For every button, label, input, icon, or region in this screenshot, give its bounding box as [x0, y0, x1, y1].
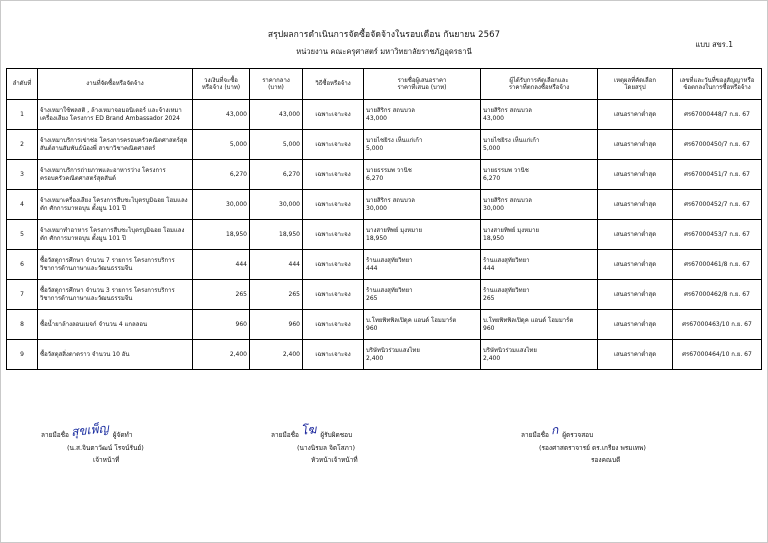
- cell-docref: ศร67000453/7 ก.ย. 67: [673, 220, 762, 250]
- cell-proposer-name: นายธรรมพ วานิช: [366, 167, 412, 174]
- cell-budget: 2,400: [193, 340, 250, 370]
- cell-selected: [481, 310, 598, 340]
- cell-reason: เสนอราคาต่ำสุด: [598, 280, 673, 310]
- cell-reason: เสนอราคาต่ำสุด: [598, 340, 673, 370]
- cell-no: 6: [7, 250, 38, 280]
- cell-selected-name: นายสิริกร สถนบวล: [483, 107, 532, 114]
- cell-proposer-name: นายสิริกร สถนบวล: [366, 107, 415, 114]
- cell-selected: [481, 130, 598, 160]
- header-reason-line1: เหตุผลที่คัดเลือก: [614, 76, 656, 84]
- cell-reason: เสนอราคาต่ำสุด: [598, 310, 673, 340]
- header-reason: [598, 69, 673, 100]
- header-budget-line1: วงเงินที่จะซื้อ: [204, 76, 238, 84]
- signature-position-responsible: หัวหน้าเจ้าหน้าที่: [311, 456, 358, 464]
- cell-method: เฉพาะเจาะจง: [303, 340, 364, 370]
- signature-mark-responsible: โฆ: [300, 422, 317, 438]
- procurement-table: [6, 68, 762, 370]
- cell-docref: ศร67000450/7 ก.ย. 67: [673, 130, 762, 160]
- header-method: วิธีซื้อหรือจ้าง: [303, 69, 364, 100]
- cell-selected: [481, 280, 598, 310]
- cell-method: เฉพาะเจาะจง: [303, 160, 364, 190]
- header-reason-line2: โดยสรุป: [624, 84, 646, 91]
- cell-selected-name: นายสิริกร สถนบวล: [483, 197, 532, 204]
- cell-work: จ้างเหมาใช้พลสติ , ล้างเหมาจอมอนิเตอร์ และจ้างเหมาเครื่องเสียง โครงการ ED Brand Ambassador 2024: [38, 100, 193, 130]
- table-row: [7, 100, 762, 130]
- cell-selected-price: 30,000: [483, 204, 504, 212]
- cell-proposer: [364, 160, 481, 190]
- cell-work: จ้างเหมาบริการเข่าช่อ โครงการครอบครัวคณิตศาสตร์สุดสันต์สานสัมพันธ์น้องพี่ สาขาวิชาคณิตศาสตร์: [38, 130, 193, 160]
- signature-line-auditor: [521, 421, 751, 440]
- cell-selected-price: 6,270: [483, 174, 501, 182]
- cell-proposer-price: 444: [366, 264, 378, 272]
- header-work: งานที่จัดซื้อหรือจัดจ้าง: [38, 69, 193, 100]
- header-docref-line1: เลขที่และวันที่ของสัญญาหรือ: [679, 76, 755, 84]
- cell-budget: 960: [193, 310, 250, 340]
- table-row: [7, 220, 762, 250]
- cell-budget: 265: [193, 280, 250, 310]
- signature-block-responsible: [271, 421, 491, 465]
- cell-proposer: [364, 310, 481, 340]
- header-mid: [250, 69, 303, 100]
- cell-docref: ศร67000448/7 ก.ย. 67: [673, 100, 762, 130]
- cell-reason: เสนอราคาต่ำสุด: [598, 130, 673, 160]
- header-selected-line1: ผู้ได้รับการคัดเลือกและ: [509, 76, 569, 84]
- cell-mid: 2,400: [250, 340, 303, 370]
- cell-work: ซื้อวัสดุการศึกษา จำนวน 7 รายการ โครงการบริการวิชาการด้านภาษาและวัฒนธรรมจีน: [38, 250, 193, 280]
- cell-selected-price: 18,950: [483, 234, 504, 242]
- cell-mid: 18,950: [250, 220, 303, 250]
- cell-work: ซื้อวัสดุการศึกษา จำนวน 3 รายการ โครงการบริการวิชาการด้านภาษาและวัฒนธรรมจีน: [38, 280, 193, 310]
- cell-docref: ศร67000462/8 ก.ย. 67: [673, 280, 762, 310]
- signature-mark-auditor: ก: [550, 422, 559, 438]
- cell-proposer-price: 265: [366, 294, 378, 302]
- cell-work: ซื้อน้ำยาล้างลอนเมจก์ จำนวน 4 แกลลอน: [38, 310, 193, 340]
- cell-method: เฉพาะเจาะจง: [303, 220, 364, 250]
- cell-selected: [481, 100, 598, 130]
- cell-selected-name: ร้านแสงสุทัยวิทยา: [483, 257, 530, 264]
- header-docref: [673, 69, 762, 100]
- cell-docref: ศร67000461/8 ก.ย. 67: [673, 250, 762, 280]
- cell-proposer: [364, 130, 481, 160]
- cell-proposer-name: บริษัทนิวร่วมแสงไทย: [366, 347, 420, 354]
- table-header-row: [7, 69, 762, 100]
- cell-selected-price: 960: [483, 324, 495, 332]
- cell-budget: 30,000: [193, 190, 250, 220]
- cell-no: 3: [7, 160, 38, 190]
- header-selected-line2: ราคาที่ตกลงซื้อหรือจ้าง: [508, 84, 570, 91]
- signature-position-preparer: เจ้าหน้าที่: [93, 456, 120, 464]
- table-row: [7, 250, 762, 280]
- cell-work: จ้างเหมาทำอาหาร โครงการสืบชะไบุตรบูมิฉอย โฮมแลงตัก ศักการมาหอบุน ตั้งมูน 101 ปี: [38, 220, 193, 250]
- signature-label-auditor: ลายมือชื่อ: [521, 431, 549, 439]
- cell-proposer-price: 43,000: [366, 114, 387, 122]
- cell-proposer: [364, 220, 481, 250]
- cell-selected-price: 5,000: [483, 144, 501, 152]
- header-selected: [481, 69, 598, 100]
- cell-selected: [481, 160, 598, 190]
- cell-proposer-name: ร้านแสงสุทัยวิทยา: [366, 287, 413, 294]
- signature-role-preparer: ผู้จัดทำ: [112, 431, 133, 439]
- cell-reason: เสนอราคาต่ำสุด: [598, 190, 673, 220]
- cell-work: จ้างเหมาบริการถ่ายภาพและอาหารว่าง โครงการครอบครัวคณิตศาสตร์สุดสันต์: [38, 160, 193, 190]
- cell-selected-name: บริษัทนิวร่วมแสงไทย: [483, 347, 537, 354]
- cell-budget: 444: [193, 250, 250, 280]
- cell-mid: 265: [250, 280, 303, 310]
- cell-selected: [481, 220, 598, 250]
- cell-proposer-name: นางสายทิพย์ มุงหมาย: [366, 227, 422, 234]
- cell-reason: เสนอราคาต่ำสุด: [598, 160, 673, 190]
- signature-name-responsible: (นางนิรมล จิตโสภา): [297, 444, 356, 452]
- header-budget: [193, 69, 250, 100]
- cell-selected-name: นางสายทิพย์ มุงหมาย: [483, 227, 539, 234]
- form-code: แบบ สขร.1: [695, 40, 733, 49]
- cell-reason: เสนอราคาต่ำสุด: [598, 250, 673, 280]
- cell-docref: ศร67000464/10 ก.ย. 67: [673, 340, 762, 370]
- cell-no: 5: [7, 220, 38, 250]
- cell-selected-name: นายไชยิรง เห็นแก่เก้า: [483, 137, 540, 144]
- cell-method: เฉพาะเจาะจง: [303, 100, 364, 130]
- cell-proposer-price: 6,270: [366, 174, 384, 182]
- cell-work: จ้างเหมาเครื่องเสียง โครงการสืบชะไบุตรบูมิฉอย โฮมแลงตัก ศักการมาหอบุน ตั้งมูน 101 ปี: [38, 190, 193, 220]
- cell-no: 2: [7, 130, 38, 160]
- cell-proposer-name: นายไชยิรง เห็นแก่เก้า: [366, 137, 423, 144]
- signature-line-responsible: [271, 421, 491, 440]
- cell-proposer-name: นายสิริกร สถนบวล: [366, 197, 415, 204]
- header-budget-line2: หรือจ้าง (บาท): [201, 84, 241, 91]
- cell-no: 7: [7, 280, 38, 310]
- cell-reason: เสนอราคาต่ำสุด: [598, 100, 673, 130]
- header-mid-line2: (บาท): [268, 84, 284, 91]
- cell-method: เฉพาะเจาะจง: [303, 310, 364, 340]
- signature-label-preparer: ลายมือชื่อ: [41, 431, 69, 439]
- cell-work: ซื้อวัสดุสสิ่งดาดราว จำนวน 10 อัน: [38, 340, 193, 370]
- header-docref-line2: ข้อตกลงในการซื้อหรือจ้าง: [683, 84, 751, 91]
- table-row: [7, 310, 762, 340]
- cell-proposer: [364, 190, 481, 220]
- signature-position-auditor: รองคณบดี: [591, 456, 621, 464]
- cell-docref: ศร67000452/7 ก.ย. 67: [673, 190, 762, 220]
- cell-mid: 5,000: [250, 130, 303, 160]
- header-proposers-line2: ราคาที่เสนอ (บาท): [397, 84, 447, 91]
- cell-proposer-price: 960: [366, 324, 378, 332]
- cell-no: 8: [7, 310, 38, 340]
- header-mid-line1: ราคากลาง: [262, 76, 290, 84]
- header-no: [7, 69, 38, 100]
- cell-selected-name: ร้านแสงสุทัยวิทยา: [483, 287, 530, 294]
- signature-label-responsible: ลายมือชื่อ: [271, 431, 299, 439]
- cell-proposer: [364, 100, 481, 130]
- signature-name-auditor: (รองศาสตราจารย์ ดร.เกรียง พรมเทพ): [539, 444, 646, 452]
- cell-proposer-name: บ.โทยพิทพิลเปิดุค แอนด์ โฮมมาร์ต: [366, 317, 457, 324]
- cell-budget: 6,270: [193, 160, 250, 190]
- cell-mid: 444: [250, 250, 303, 280]
- cell-selected-price: 444: [483, 264, 495, 272]
- cell-mid: 30,000: [250, 190, 303, 220]
- cell-proposer-price: 2,400: [366, 354, 384, 362]
- cell-mid: 43,000: [250, 100, 303, 130]
- table-row: [7, 280, 762, 310]
- signature-line-preparer: [41, 421, 241, 440]
- header-proposers-line1: รายชื่อผู้เสนอราคา: [397, 76, 447, 84]
- table-row: [7, 340, 762, 370]
- cell-selected-price: 43,000: [483, 114, 504, 122]
- document-title: สรุปผลการดำเนินการจัดซื้อจัดจ้างในรอบเดือน กันยายน 2567: [267, 30, 501, 40]
- cell-no: 1: [7, 100, 38, 130]
- signature-mark-preparer: สุขเพ็ญ: [70, 421, 110, 439]
- cell-proposer-name: ร้านแสงสุทัยวิทยา: [366, 257, 413, 264]
- cell-budget: 5,000: [193, 130, 250, 160]
- cell-proposer: [364, 340, 481, 370]
- table-row: [7, 130, 762, 160]
- cell-selected-name: บ.โทยพิทพิลเปิดุค แอนด์ โฮมมาร์ต: [483, 317, 574, 324]
- cell-method: เฉพาะเจาะจง: [303, 280, 364, 310]
- cell-budget: 18,950: [193, 220, 250, 250]
- header-no-line1: ลำดับที่: [12, 80, 32, 88]
- table-row: [7, 190, 762, 220]
- signature-area: [1, 411, 768, 531]
- cell-mid: 6,270: [250, 160, 303, 190]
- cell-selected: [481, 190, 598, 220]
- signature-role-responsible: ผู้รับผิดชอบ: [320, 431, 353, 439]
- cell-method: เฉพาะเจาะจง: [303, 130, 364, 160]
- signature-block-auditor: [521, 421, 751, 465]
- cell-method: เฉพาะเจาะจง: [303, 250, 364, 280]
- cell-selected-name: นายธรรมพ วานิช: [483, 167, 529, 174]
- cell-reason: เสนอราคาต่ำสุด: [598, 220, 673, 250]
- cell-proposer: [364, 280, 481, 310]
- cell-selected-price: 265: [483, 294, 495, 302]
- cell-docref: ศร67000451/7 ก.ย. 67: [673, 160, 762, 190]
- cell-no: 4: [7, 190, 38, 220]
- cell-selected: [481, 340, 598, 370]
- cell-method: เฉพาะเจาะจง: [303, 190, 364, 220]
- signature-block-preparer: [41, 421, 241, 465]
- signature-role-auditor: ผู้ตรวจสอบ: [562, 431, 594, 439]
- cell-no: 9: [7, 340, 38, 370]
- signature-name-preparer: (น.ส.จินตาวัฒน์ โรจน์รันย์): [67, 444, 144, 452]
- cell-proposer: [364, 250, 481, 280]
- header-proposers: [364, 69, 481, 100]
- cell-proposer-price: 18,950: [366, 234, 387, 242]
- document-subtitle: หน่วยงาน คณะครุศาสตร์ มหาวิทยาลัยราชภัฏอุดรธานี: [296, 47, 472, 56]
- cell-selected-price: 2,400: [483, 354, 501, 362]
- cell-docref: ศร67000463/10 ก.ย. 67: [673, 310, 762, 340]
- cell-proposer-price: 30,000: [366, 204, 387, 212]
- cell-mid: 960: [250, 310, 303, 340]
- cell-budget: 43,000: [193, 100, 250, 130]
- cell-selected: [481, 250, 598, 280]
- table-row: [7, 160, 762, 190]
- cell-proposer-price: 5,000: [366, 144, 384, 152]
